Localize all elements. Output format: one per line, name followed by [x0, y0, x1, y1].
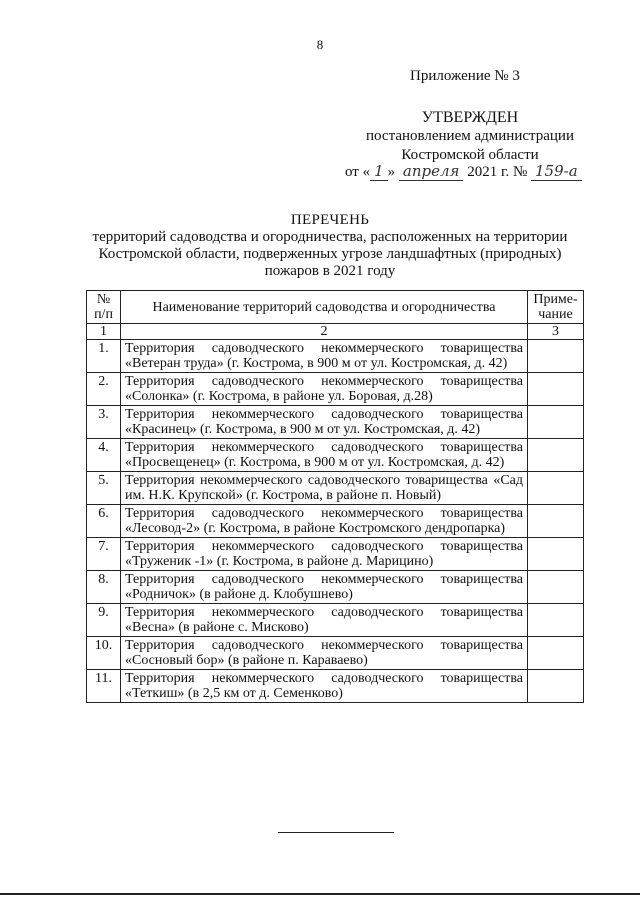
row-name: Территория некоммерческого садоводческого товарищества «Просвещенец» (г. Кострома, в 900 м от ул. Костромская, д. 42): [121, 439, 528, 472]
row-note: [528, 571, 584, 604]
row-note: [528, 538, 584, 571]
table-row: [87, 406, 584, 439]
title-subtitle: территорий садоводства и огородничества, расположенных на территории Костромской области, подверженных угрозе ландшафтных (природных) пожаров в 2021 году: [92, 229, 568, 279]
row-number: 9.: [87, 604, 121, 637]
approved-title: УТВЕРЖДЕН: [421, 109, 519, 126]
table-row: [87, 439, 584, 472]
row-name: Территория садоводческого некоммерческого товарищества «Ветеран труда» (г. Кострома, в 900 м от ул. Костромская, д. 42): [121, 340, 528, 373]
handwritten-month: апреля: [399, 162, 464, 181]
row-name: Территория садоводческого некоммерческого товарищества «Солонка» (г. Кострома, в районе ул. Боровая, д.28): [121, 373, 528, 406]
table-row: [87, 604, 584, 637]
row-note: [528, 472, 584, 505]
row-number: 4.: [87, 439, 121, 472]
row-number: 10.: [87, 637, 121, 670]
row-note: [528, 406, 584, 439]
row-name: Территория садоводческого некоммерческого товарищества «Родничок» (в районе д. Клобушнево): [121, 571, 528, 604]
row-note: [528, 340, 584, 373]
header-note: Приме-чание: [528, 291, 584, 324]
page-bottom-edge: [0, 893, 640, 895]
row-note: [528, 373, 584, 406]
row-note: [528, 604, 584, 637]
row-name: Территория некоммерческого садоводческого товарищества «Сад им. Н.К. Крупской» (г. Кострома, в районе п. Новый): [121, 472, 528, 505]
date-year: 2021 г. №: [467, 164, 528, 180]
row-number: 1.: [87, 340, 121, 373]
row-number: 2.: [87, 373, 121, 406]
table-row: [87, 637, 584, 670]
row-number: 11.: [87, 670, 121, 703]
row-number: 7.: [87, 538, 121, 571]
row-number: 3.: [87, 406, 121, 439]
table-index-row: [87, 324, 584, 340]
table-row: [87, 571, 584, 604]
row-name: Территория некоммерческого садоводческого товарищества «Труженик -1» (г. Кострома, в районе д. Марицино): [121, 538, 528, 571]
table-row: [87, 373, 584, 406]
handwritten-number: 159-а: [531, 162, 582, 181]
table-row: [87, 340, 584, 373]
date-prefix: от «: [345, 164, 371, 180]
approval-line-2: Костромской области: [401, 147, 539, 163]
row-number: 5.: [87, 472, 121, 505]
document-title: [80, 212, 580, 280]
date-mid: »: [387, 164, 396, 180]
row-note: [528, 439, 584, 472]
header-name: Наименование территорий садоводства и огородничества: [121, 291, 528, 324]
page-number: 8: [316, 37, 324, 52]
row-number: 6.: [87, 505, 121, 538]
index-cell: 1: [87, 324, 121, 340]
row-note: [528, 505, 584, 538]
approval-block: [340, 108, 600, 165]
table-row: [87, 670, 584, 703]
row-name: Территория садоводческого некоммерческого товарищества «Сосновый бор» (в районе п. Караваево): [121, 637, 528, 670]
table-row: [87, 505, 584, 538]
row-note: [528, 670, 584, 703]
table-header-row: [87, 291, 584, 324]
row-name: Территория некоммерческого садоводческого товарищества «Весна» (в районе с. Мисково): [121, 604, 528, 637]
row-name: Территория садоводческого некоммерческого товарищества «Лесовод-2» (г. Кострома, в районе Костромского дендропарка): [121, 505, 528, 538]
index-cell: 3: [528, 324, 584, 340]
header-number: № п/п: [87, 291, 121, 324]
appendix-label: Приложение № 3: [410, 68, 520, 84]
row-note: [528, 637, 584, 670]
closing-rule: [278, 832, 394, 833]
approval-line-1: постановлением администрации: [366, 128, 574, 144]
index-cell: 2: [121, 324, 528, 340]
row-name: Территория некоммерческого садоводческого товарищества «Теткиш» (в 2,5 км от д. Семенково): [121, 670, 528, 703]
table-row: [87, 472, 584, 505]
row-name: Территория некоммерческого садоводческого товарищества «Красинец» (г. Кострома, в 900 м от ул. Костромская, д. 42): [121, 406, 528, 439]
approval-date-line: [345, 162, 582, 181]
row-number: 8.: [87, 571, 121, 604]
handwritten-day: 1: [370, 162, 388, 181]
territories-table: [86, 290, 584, 703]
title-heading: ПЕРЕЧЕНЬ: [290, 212, 370, 228]
table-row: [87, 538, 584, 571]
